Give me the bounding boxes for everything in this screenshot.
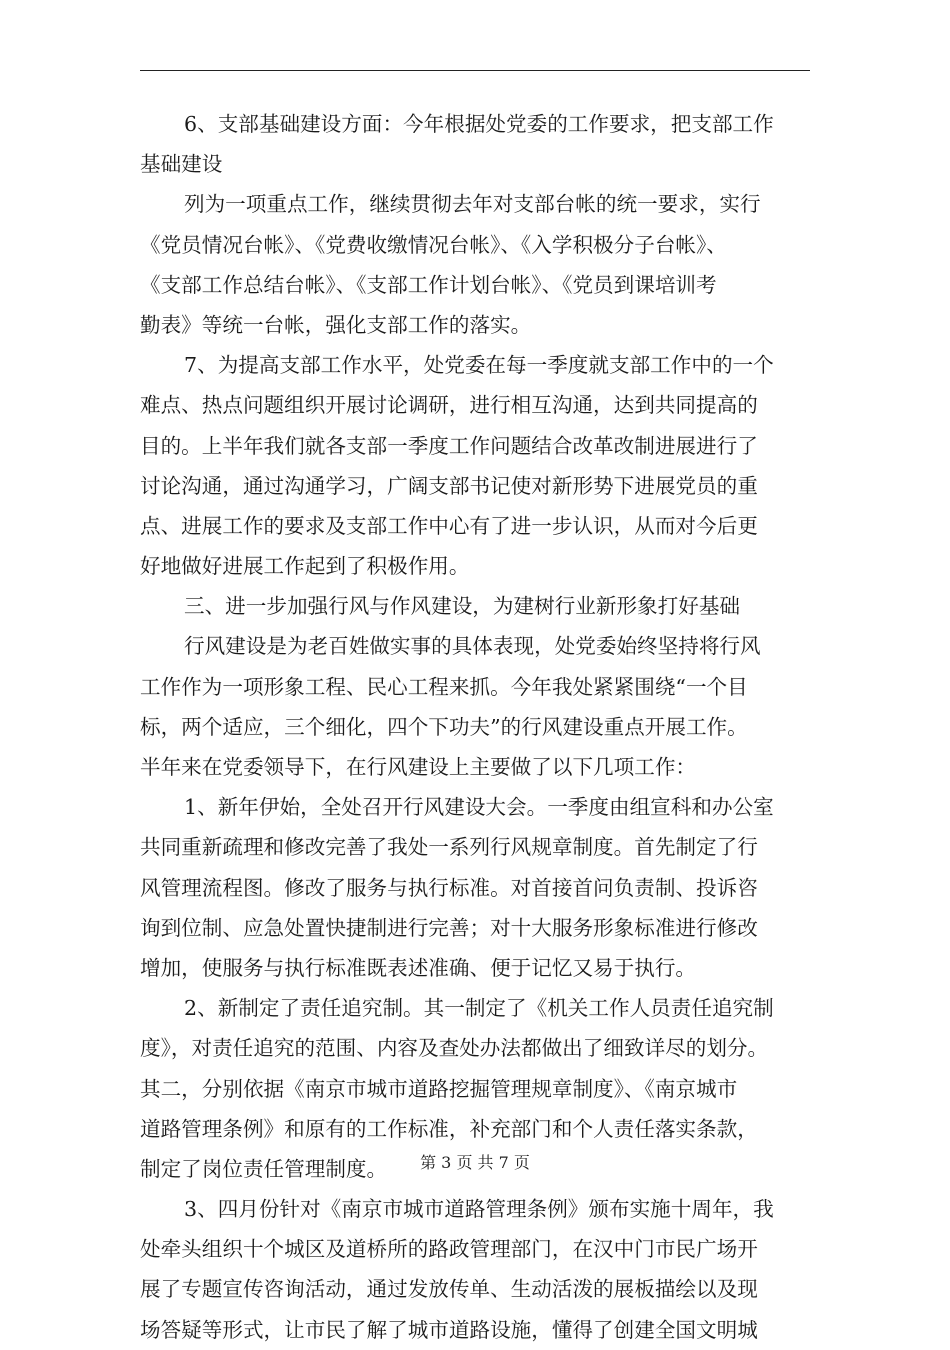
text-line: 6、支部基础建设方面：今年根据处党委的工作要求，把支部工作 [184, 112, 774, 136]
text-line: 基础建设 [140, 152, 223, 177]
text-line: 制定了岗位责任管理制度。 [140, 1156, 388, 1181]
text-line: 2、新制定了责任追究制。其一制定了《机关工作人员责任追究制 [184, 996, 774, 1021]
page-footer [0, 1150, 950, 1173]
text-line: 3、四月份针对《南京市城市道路管理条例》颁布实施十周年，我 [184, 1197, 774, 1222]
text-line: 展了专题宣传咨询活动，通过发放传单、生动活泼的展板描绘以及现 [140, 1277, 758, 1302]
text-line: 勤表》等统一台帐，强化支部工作的落实。 [140, 312, 532, 337]
text-line: 《党员情况台帐》、《党费收缴情况台帐》、《入学积极分子台帐》、 [140, 232, 727, 257]
text-line: 标，两个适应，三个细化，四个下功夫”的行风建设重点开展工作。 [140, 714, 748, 739]
text-line: 7、为提高支部工作水平，处党委在每一季度就支部工作中的一个 [184, 353, 774, 378]
text-line: 《支部工作总结台帐》、《支部工作计划台帐》、《党员到课培训考 [140, 272, 717, 297]
page-number-label: 第 3 页 共 7 页 [420, 1153, 530, 1172]
text-line: 场答疑等形式，让市民了解了城市道路设施，懂得了创建全国文明城 [140, 1317, 758, 1342]
text-line: 增加，使服务与执行标准既表述准确、便于记忆又易于执行。 [140, 955, 697, 980]
text-line: 点、进展工作的要求及支部工作中心有了进一步认识，从而对今后更 [140, 513, 758, 538]
text-line: 道路管理条例》和原有的工作标准，补充部门和个人责任落实条款， [140, 1116, 758, 1141]
text-line: 度》，对责任追究的范围、内容及查处办法都做出了细致详尽的划分。 [140, 1036, 769, 1061]
text-line: 好地做好进展工作起到了积极作用。 [140, 554, 470, 579]
text-line: 询到位制、应急处置快捷制进行完善；对十大服务形象标准进行修改 [140, 915, 758, 940]
text-line: 难点、热点问题组织开展讨论调研，进行相互沟通，达到共同提高的 [140, 393, 758, 418]
text-line: 讨论沟通，通过沟通学习，广阔支部书记使对新形势下进展党员的重 [140, 473, 758, 498]
text-line: 目的。上半年我们就各支部一季度工作问题结合改革改制进展进行了 [140, 433, 758, 458]
text-line: 处牵头组织十个城区及道桥所的路政管理部门，在汉中门市民广场开 [140, 1237, 758, 1262]
text-line: 行风建设是为老百姓做实事的具体表现，处党委始终坚持将行风 [184, 634, 761, 659]
text-line: 共同重新疏理和修改完善了我处一系列行风规章制度。首先制定了行 [140, 835, 758, 860]
text-line: 风管理流程图。修改了服务与执行标准。对首接首问负责制、投诉咨 [140, 875, 758, 900]
text-line: 其二，分别依据《南京市城市道路挖掘管理规章制度》、《南京城市 [140, 1076, 738, 1101]
text-line: 三、进一步加强行风与作风建设，为建树行业新形象打好基础 [184, 594, 741, 619]
text-line: 1、新年伊始，全处召开行风建设大会。一季度由组宣科和办公室 [184, 795, 774, 820]
text-line: 列为一项重点工作，继续贯彻去年对支部台帐的统一要求，实行 [184, 192, 761, 217]
text-line: 工作作为一项形象工程、民心工程来抓。今年我处紧紧围绕“一个目 [140, 674, 748, 699]
text-line: 半年来在党委领导下，在行风建设上主要做了以下几项工作： [140, 755, 697, 779]
header-rule [140, 70, 810, 71]
